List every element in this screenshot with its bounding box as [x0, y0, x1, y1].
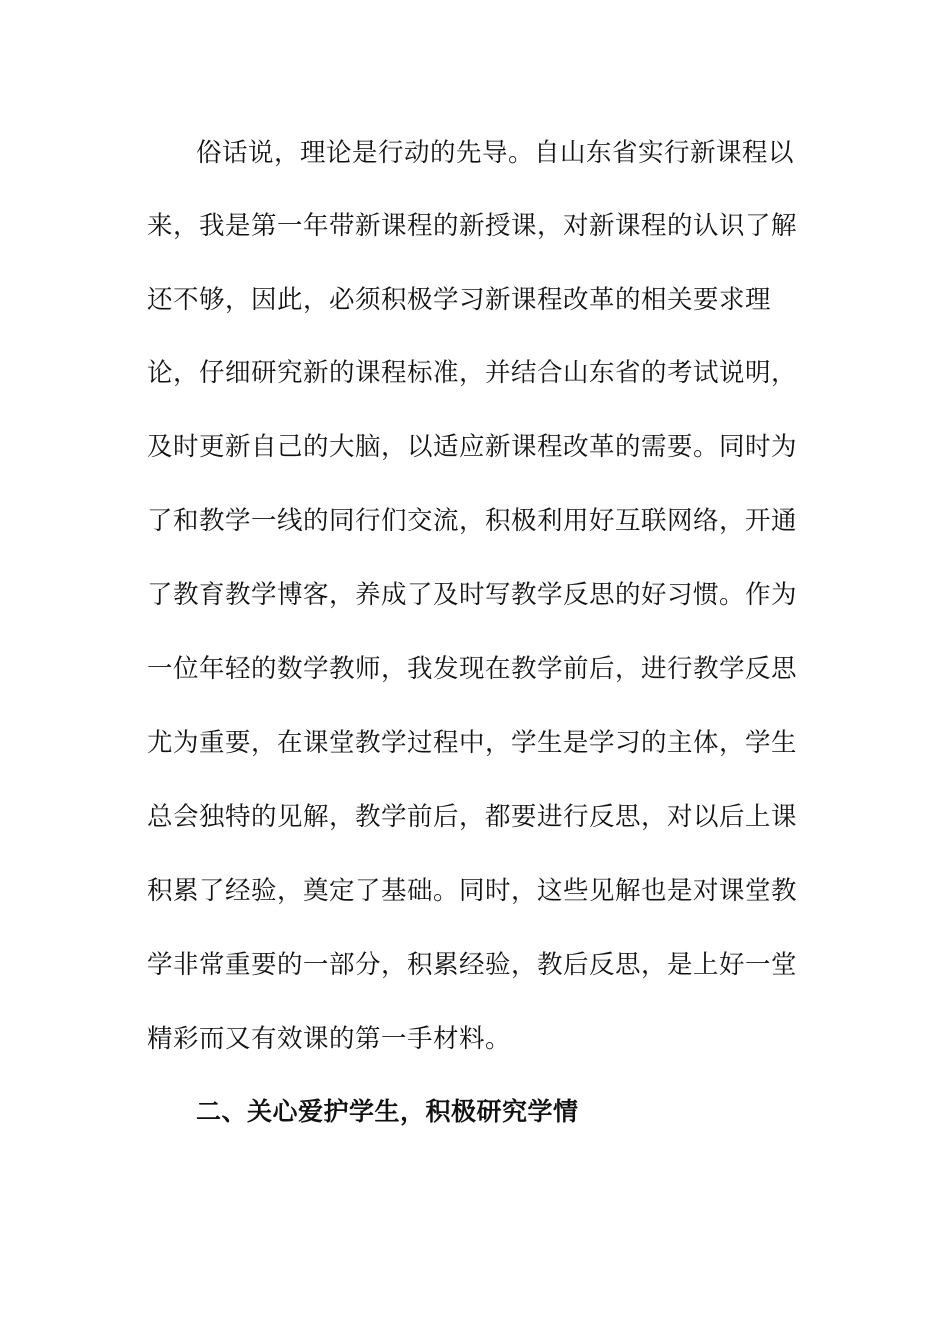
- paragraph-line: 精彩而又有效课的第一手材料。: [147, 1024, 512, 1054]
- section-heading: 二、关心爱护学生，积极研究学情: [196, 1097, 579, 1126]
- paragraph-line: 了教育教学博客，养成了及时写教学反思的好习惯。作为: [147, 580, 798, 610]
- paragraph-line: 来，我是第一年带新课程的新授课，对新课程的认识了解: [147, 211, 798, 241]
- paragraph-line: 尤为重要，在课堂教学过程中，学生是学习的主体，学生: [147, 728, 798, 758]
- paragraph-line: 总会独特的见解，教学前后，都要进行反思，对以后上课: [147, 802, 798, 832]
- paragraph-line: 一位年轻的数学教师，我发现在教学前后，进行教学反思: [147, 654, 798, 684]
- paragraph-line: 积累了经验，奠定了基础。同时，这些见解也是对课堂教: [147, 876, 798, 906]
- paragraph-line: 了和教学一线的同行们交流，积极利用好互联网络，开通: [147, 506, 798, 536]
- paragraph-line: 学非常重要的一部分，积累经验，教后反思，是上好一堂: [147, 950, 798, 980]
- paragraph-line: 及时更新自己的大脑，以适应新课程改革的需要。同时为: [147, 432, 798, 462]
- paragraph-line: 俗话说，理论是行动的先导。自山东省实行新课程以: [196, 138, 795, 168]
- paragraph-line: 论，仔细研究新的课程标准，并结合山东省的考试说明，: [147, 358, 798, 388]
- paragraph-line: 还不够，因此，必须积极学习新课程改革的相关要求理: [147, 285, 772, 315]
